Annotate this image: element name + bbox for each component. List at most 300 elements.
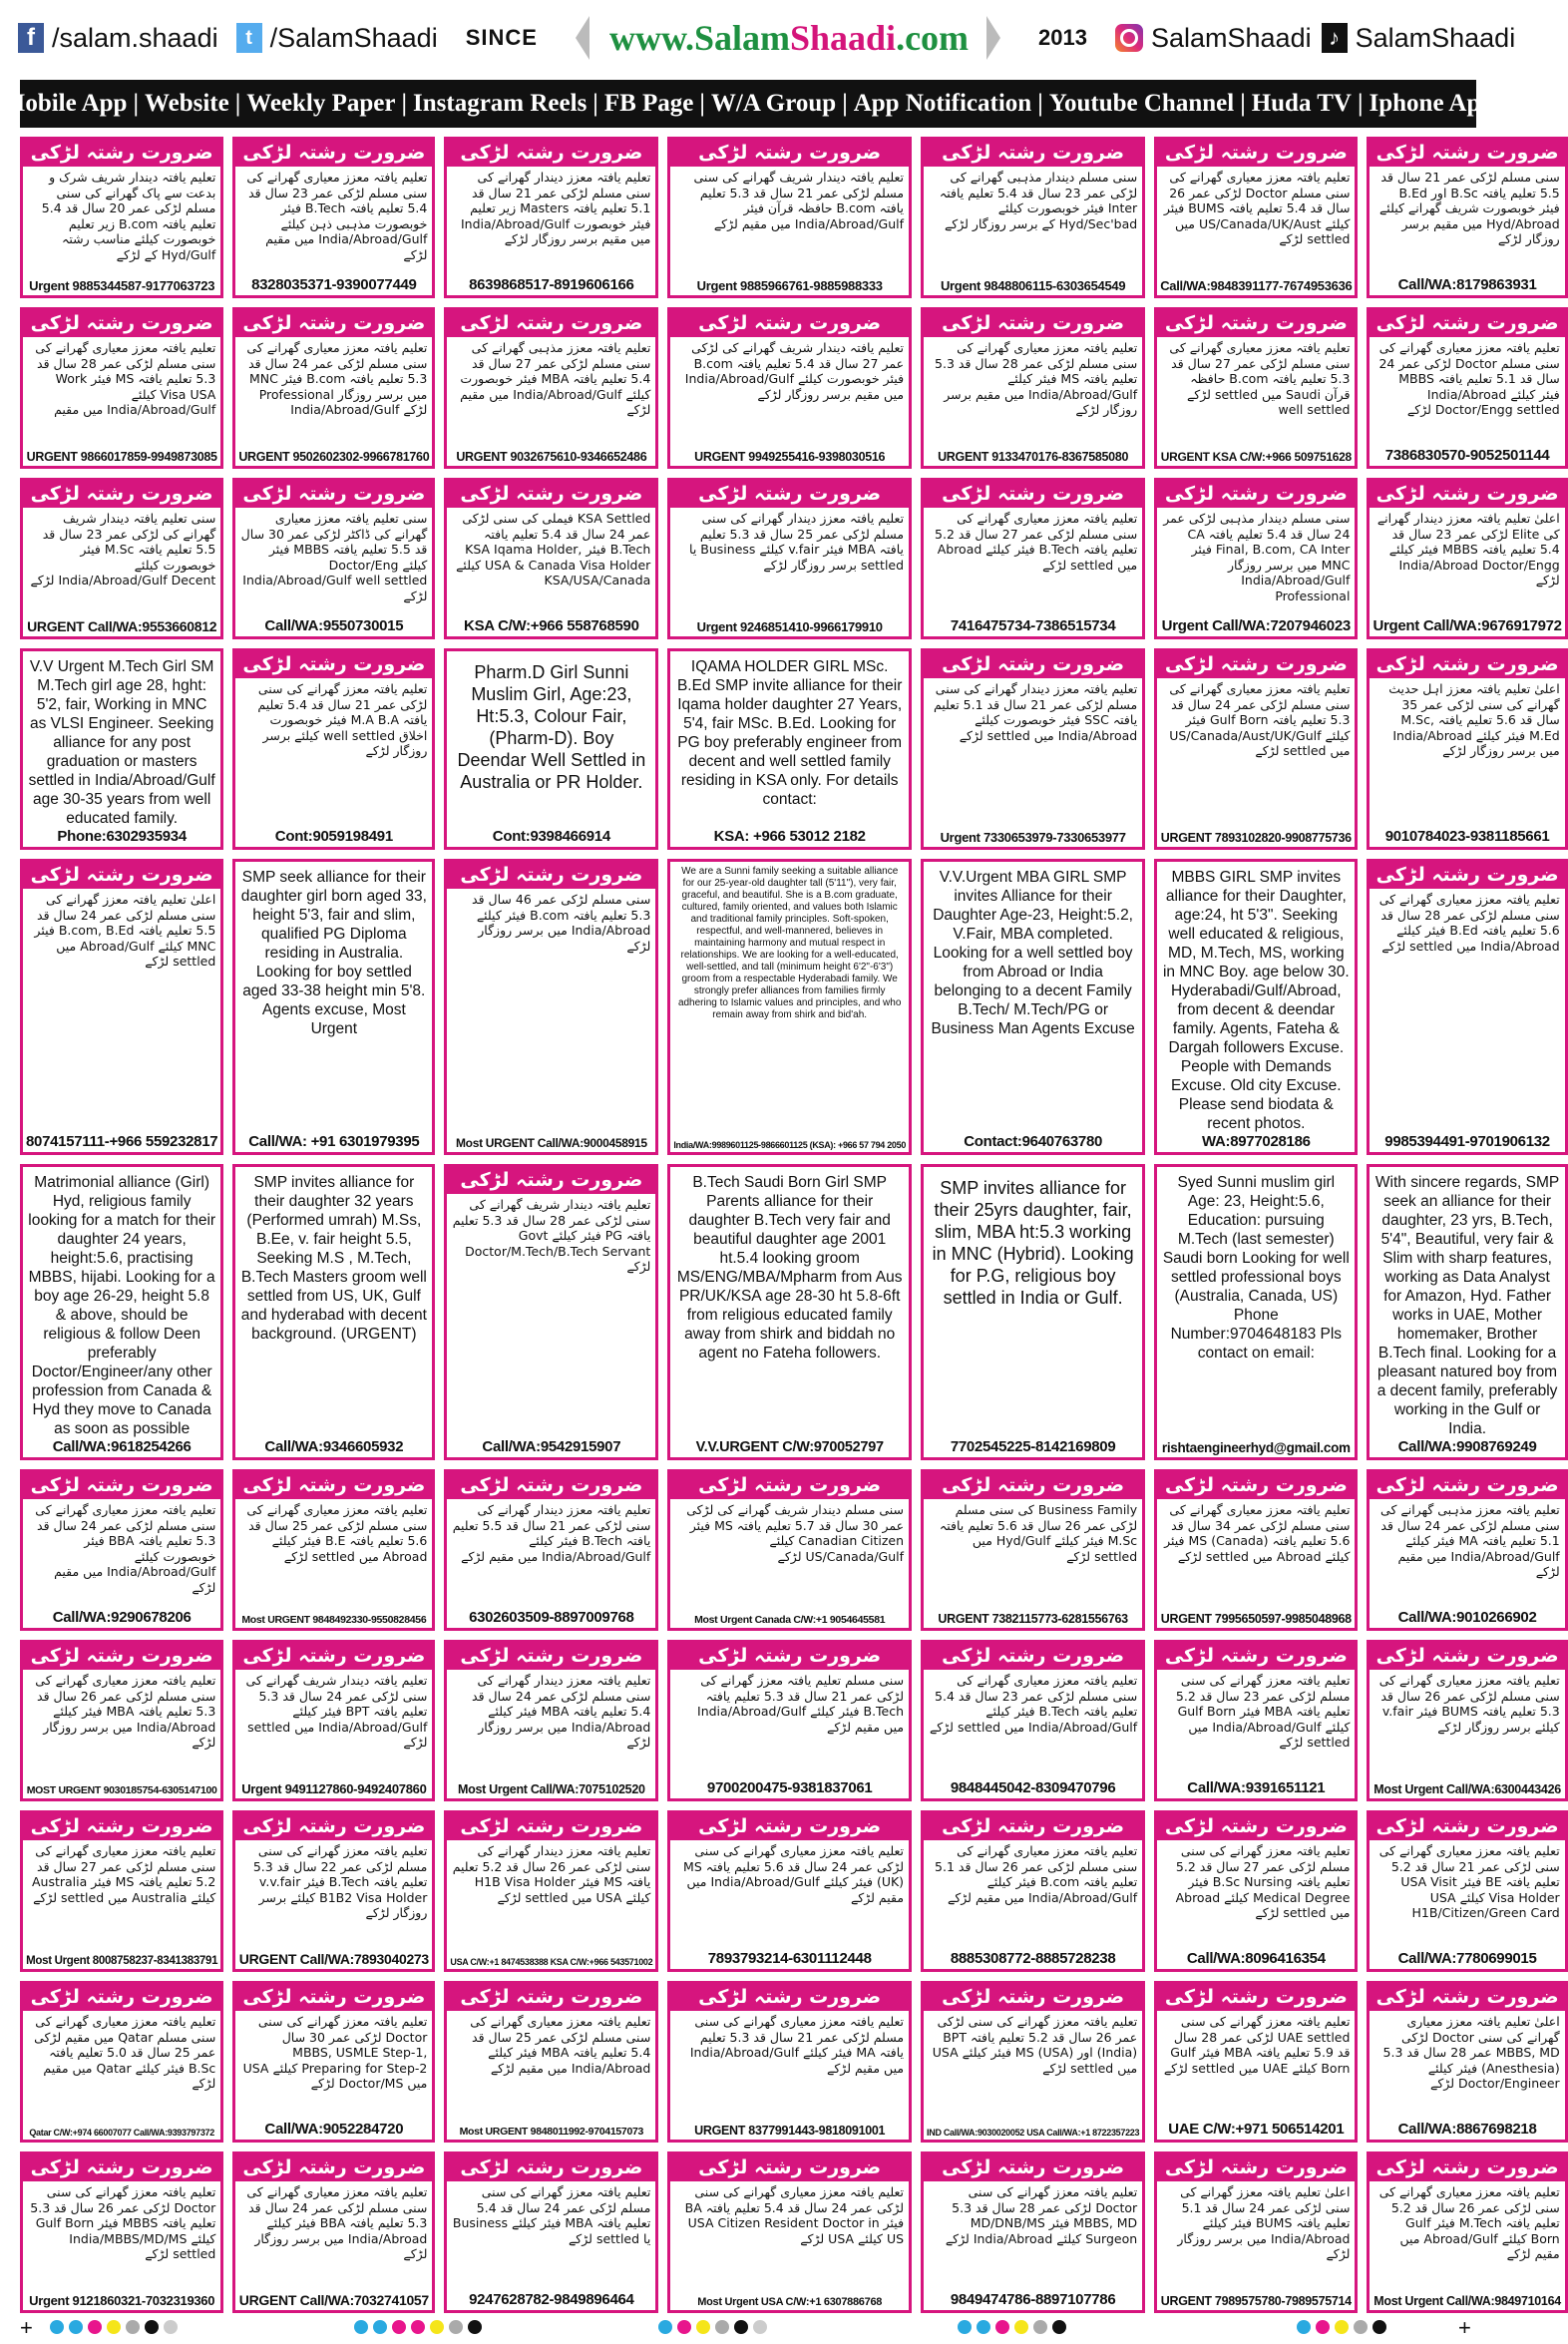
- nav-separator: |: [234, 90, 241, 117]
- classified-ad: [232, 478, 435, 639]
- classified-ad: [921, 859, 1145, 1155]
- print-registration-marks: [0, 2315, 1496, 2340]
- nav-item[interactable]: Website: [144, 90, 229, 117]
- ad-contact[interactable]: Most URGENT Call/WA:9000458915: [455, 1136, 647, 1150]
- ad-contact[interactable]: rishtaengineerhyd@gmail.com: [1161, 1440, 1351, 1455]
- ad-contact[interactable]: URGENT 8377991443-9818091001: [694, 2124, 886, 2138]
- ad-title: ضرورت رشتہ لڑکی: [235, 1472, 432, 1499]
- ad-title: ضرورت رشتہ لڑکی: [1157, 1984, 1355, 2011]
- ad-body: سنی مسلم دیندار شریف گھرانے کی لڑکی عمر 30 سال قد 5.7 تعلیم یافتہ MS فیئر Canadian Citizen کیلئے US/Canada/Gulf لڑکے: [686, 1502, 905, 1564]
- classified-ad: [1367, 478, 1567, 639]
- ad-title: ضرورت رشتہ لڑکی: [1370, 1984, 1564, 2011]
- classified-ad: [232, 307, 435, 469]
- classified-ad: [667, 307, 912, 469]
- website-url[interactable]: [576, 16, 1000, 60]
- ad-title: ضرورت رشتہ لڑکی: [924, 310, 1142, 337]
- classified-ad: [444, 137, 658, 298]
- tiktok-handle: SalamShaadi: [1355, 22, 1516, 53]
- ad-body: سنی مسلم لڑکی عمر 46 سال قد 5.3 تعلیم یافتہ B.com فیئر کیلئے India/Abroad میں برسر روزگار لڑکے: [472, 892, 651, 954]
- ad-body: سنی مسلم دیندار مذہبی گھرانے کی لڑکی عمر 23 سال قد 5.4 تعلیم یافتہ Inter فیئر خوبصورت کیلئے Hyd/Sec'bad کے برسر روزگار لڑکے: [939, 170, 1138, 231]
- classified-ad: [20, 307, 223, 469]
- ad-body: تعلیم یافتہ معزز معیاری گھرانے کی سنی مسلم Doctor لڑکی عمر 26 سال قد 5.4 تعلیم یافتہ BUMS فیئر کیلئے US/Canada/UK/Aust میں settled لڑکے: [1163, 170, 1351, 246]
- ad-body: Pharm.D Girl Sunni Muslim Girl, Age:23, Ht:5.3, Colour Fair, (Pharm-D). Boy Deendar Well Settled in Australia or PR Holder.: [457, 662, 646, 792]
- ad-contact[interactable]: Urgent 9246851410-9966179910: [696, 619, 883, 634]
- ad-contact[interactable]: WA:8977028186: [1201, 1133, 1311, 1150]
- ad-title: ضرورت رشتہ لڑکی: [23, 862, 220, 889]
- ad-contact[interactable]: Call/WA:9848391177-7674953636: [1160, 278, 1353, 293]
- classified-ad: [667, 1164, 912, 1460]
- ad-title: ضرورت رشتہ لڑکی: [23, 1813, 220, 1840]
- tiktok-link[interactable]: [1322, 23, 1516, 54]
- ad-contact[interactable]: Call/WA:8867698218: [1397, 2121, 1537, 2138]
- ad-body: تعلیم یافتہ معزز دیندار گھرانے کی سنی مسلم لڑکی عمر 21 سال قد 5.1 تعلیم یافتہ Masters زیر تعلیم فیئر خوبصورت India/Abroad/Gulf میں مقیم برسر روزگار لڑکے: [460, 170, 651, 246]
- ad-title: ضرورت رشتہ لڑکی: [670, 1984, 909, 2011]
- classified-ad: [20, 1640, 223, 1801]
- classified-ad: [1367, 1981, 1567, 2143]
- twitter-link[interactable]: [236, 23, 438, 54]
- ad-contact[interactable]: MOST URGENT 9030185754-6305147100: [26, 1784, 217, 1796]
- ad-body: SMP invites alliance for their daughter 32 years (Performed umrah) M.Ss, B.Ee, v. fair height 5.5, Seeking M.S , M.Tech, B.Tech Masters groom well settled from US, UK, Gulf and hyderabad with decent background. (URGENT): [240, 1174, 427, 1343]
- ad-body: IQAMA HOLDER GIRL MSc. B.Ed SMP invite alliance for their Iqama holder daughter 27 Years, 5'4, fair MSc. B.Ed. Looking for PG boy preferably engineer from decent and well settled family residing in KSA only. For details contact:: [676, 658, 903, 808]
- classified-ad: [921, 1640, 1145, 1801]
- classified-ad: [20, 137, 223, 298]
- ad-body: SMP seek alliance for their daughter girl born aged 33, height 5'3, fair and slim, qualified PG Diploma residing in Australia. Looking for boy settled aged 33-38 height min 5'8. Agents excuse, Most Urgent: [240, 869, 427, 1037]
- ad-contact[interactable]: Cont:9398466914: [492, 828, 610, 845]
- classified-ad: [232, 1640, 435, 1801]
- classified-ad: [20, 859, 223, 1155]
- ad-body: تعلیم یافتہ معزز معیاری گھرانے کی سنی مسلم لڑکی عمر 34 سال قد 5.6 تعلیم یافتہ MS (Canada) فیئر کیلئے Abroad میں settled لڑکے: [1164, 1502, 1351, 1564]
- classified-ad: [444, 1981, 658, 2143]
- classified-ad: [20, 2151, 223, 2313]
- ad-title: ضرورت رشتہ لڑکی: [23, 481, 220, 508]
- classified-ad: [1154, 1640, 1358, 1801]
- ad-contact[interactable]: 8639868517-8919606166: [469, 276, 634, 293]
- ad-title: ضرورت رشتہ لڑکی: [670, 1813, 909, 1840]
- ad-contact[interactable]: Urgent 9848806115-6303654549: [940, 278, 1126, 293]
- ad-title: ضرورت رشتہ لڑکی: [924, 1643, 1142, 1670]
- instagram-icon: [1115, 24, 1143, 52]
- classified-ad: [20, 1981, 223, 2143]
- since-year: 2013: [1038, 25, 1087, 50]
- ad-contact[interactable]: 6302603509-8897009768: [469, 1609, 634, 1626]
- ad-body: تعلیم یافتہ معزز دیندار گھرانے کی سنی مسلم لڑکی عمر 21 سال قد 5.1 تعلیم یافتہ SSC فیئر خوبصورت کیلئے India/Abroad میں settled لڑکے: [933, 681, 1138, 743]
- ad-contact[interactable]: URGENT Call/WA:9553660812: [27, 618, 217, 634]
- ad-title: ضرورت رشتہ لڑکی: [924, 1984, 1142, 2011]
- classified-ad: [444, 478, 658, 639]
- ad-title: ضرورت رشتہ لڑکی: [447, 862, 655, 889]
- ad-contact[interactable]: 9985394491-9701906132: [1384, 1133, 1550, 1150]
- ad-body: اعلیٰ تعلیم یافتہ معزز اہل حدیث گھرانے کی سنی لڑکی عمر 35 سال قد 5.6 تعلیم یافتہ M.Sc, M.Ed فیئر کیلئے India/Abroad میں برسر روزگار لڑکے: [1388, 681, 1560, 758]
- ad-contact[interactable]: KSA: +966 53012 2182: [713, 828, 866, 845]
- classified-ad: [232, 1981, 435, 2143]
- services-bar: [1, 80, 1495, 128]
- classified-ad: [1154, 1469, 1358, 1631]
- ad-body: Business Family کی سنی مسلم لڑکی عمر 26 سال قد 5.6 تعلیم یافتہ M.Sc فیئر کیلئے Hyd/Gulf میں settled لڑکے: [939, 1502, 1138, 1564]
- ad-body: تعلیم یافتہ معزز دیندار گھرانے کی سنی لڑکی عمر 21 سال قد 5.5 تعلیم یافتہ B.Tech فیئر کیلئے India/Abroad/Gulf میں مقیم لڑکے: [452, 1502, 651, 1564]
- classified-ad: [667, 1640, 912, 1801]
- ad-body: تعلیم یافتہ معزز معیاری گھرانے کی سنی مسلم لڑکی عمر 26 سال قد 5.3 تعلیم یافتہ BUMS فیئر v.fair کیلئے برسر روزگار لڑکے: [1378, 1673, 1560, 1735]
- ad-contact[interactable]: Contact:9640763780: [964, 1133, 1103, 1150]
- ad-body: تعلیم یافتہ معزز معیاری گھرانے کی سنی مسلم لڑکی عمر 28 سال قد 5.3 تعلیم یافتہ MS فیئر Work Visa USA کیلئے India/Abroad/Gulf میں مقیم: [35, 340, 216, 417]
- ad-contact[interactable]: KSA C/W:+966 558768590: [464, 617, 639, 634]
- ad-title: ضرورت رشتہ لڑکی: [924, 1813, 1142, 1840]
- classified-ad: [667, 859, 912, 1155]
- ad-contact[interactable]: Urgent 9491127860-9492407860: [241, 1781, 427, 1796]
- ad-body: تعلیم یافتہ دیندار شریف گھرانے کی لڑکی عمر 27 سال قد 5.4 تعلیم یافتہ B.com فیئر خوبصورت کیلئے India/Abroad/Gulf میں مقیم برسر روزگار لڑکے: [684, 340, 905, 402]
- ad-contact[interactable]: Most Urgent USA C/W:+1 6307886768: [697, 2296, 883, 2308]
- ad-contact[interactable]: Cont:9059198491: [274, 828, 393, 845]
- classified-ad: [667, 2151, 912, 2313]
- ad-contact[interactable]: Urgent 9121860321-7032319360: [29, 2293, 215, 2308]
- ad-contact[interactable]: Call/WA:9542915907: [482, 1438, 621, 1455]
- ad-body: MBBS GIRL SMP invites alliance for their Daughter, age:24, ht 5'3". Seeking well educated & religious, MD, M.Tech, MS, working in MNC Boy. age below 30. Hyderabadi/Gulf/Abroad, from decent & deendar family. Agents, Fateha & Dargah followers Excuse. People with Demands Excuse. Old city Excuse. Please send biodata & recent photos.: [1162, 869, 1350, 1132]
- ad-body: تعلیم یافتہ معزز معیاری گھرانے کی سنی لڑکی عمر 24 سال قد 5.6 تعلیم یافتہ MS (UK) فیئر کیلئے India/Abroad/Gulf میں مقیم لڑکے: [683, 1843, 905, 1905]
- ad-title: ضرورت رشتہ لڑکی: [1370, 2154, 1564, 2181]
- ad-body: تعلیم یافتہ معزز معیاری گھرانے کی سنی مسلم لڑکی عمر 21 سال قد 5.3 تعلیم یافتہ MA فیئر کیلئے India/Abroad/Gulf میں مقیم لڑکے: [689, 2014, 905, 2076]
- ad-contact[interactable]: Call/WA:9908769249: [1397, 1438, 1537, 1455]
- arrow-right-icon: [986, 16, 1000, 60]
- facebook-icon: f: [18, 23, 44, 53]
- color-dots: [958, 2320, 1066, 2334]
- arrow-left-icon: [576, 16, 589, 60]
- classified-ad: [1154, 478, 1358, 639]
- color-dots: [658, 2320, 767, 2334]
- classified-ad: [444, 1810, 658, 1972]
- ad-title: ضرورت رشتہ لڑکی: [924, 1472, 1142, 1499]
- classified-ad: [1154, 1164, 1358, 1460]
- ad-contact[interactable]: Most Urgent 8008758237-8341383791: [26, 1955, 218, 1967]
- ad-body: تعلیم یافتہ معزز معیاری گھرانے کی سنی مسلم لڑکی عمر 28 سال قد 5.6 تعلیم یافتہ B.Ed فیئر کیلئے India/Abroad میں settled لڑکے: [1378, 892, 1560, 954]
- ad-title: ضرورت رشتہ لڑکی: [1157, 1472, 1355, 1499]
- ad-title: ضرورت رشتہ لڑکی: [670, 1472, 909, 1499]
- nav-item[interactable]: Huda TV: [1251, 90, 1352, 117]
- color-dots: [354, 2320, 482, 2334]
- plus-icon: +: [20, 2315, 33, 2340]
- ad-contact[interactable]: Call/WA:9346605932: [264, 1438, 404, 1455]
- nav-item[interactable]: Instagram Reels: [413, 90, 588, 117]
- ad-body: سنی مسلم دیندار مذہبی لڑکی عمر 24 سال قد 5.4 تعلیم یافتہ CA Final, B.com, CA Inter فیئر MNC میں برسر روزگار India/Abroad/Gulf Professional: [1163, 511, 1351, 603]
- classified-ad: [444, 1640, 658, 1801]
- ad-body: اعلیٰ تعلیم یافتہ معزز گھرانے کی سنی لڑکی عمر 24 سال قد 5.1 تعلیم یافتہ BUMS فیئر کیلئے India/Abroad میں برسر روزگار لڑکے: [1177, 2184, 1351, 2261]
- ad-title: ضرورت رشتہ لڑکی: [235, 140, 432, 167]
- ad-contact[interactable]: 8328035371-9390077449: [251, 276, 417, 293]
- ad-title: ضرورت رشتہ لڑکی: [1370, 862, 1564, 889]
- ad-contact[interactable]: Most URGENT 9848492330-9550828456: [241, 1614, 427, 1626]
- ad-title: ضرورت رشتہ لڑکی: [1370, 140, 1564, 167]
- ad-title: ضرورت رشتہ لڑکی: [447, 1643, 655, 1670]
- website-text: www.SalamShaadi.com: [608, 18, 970, 58]
- classified-ad: [667, 478, 912, 639]
- ad-title: ضرورت رشتہ لڑکی: [447, 2154, 655, 2181]
- ad-contact[interactable]: Most Urgent Call/WA:6300443426: [1373, 1782, 1561, 1796]
- ad-title: ضرورت رشتہ لڑکی: [1370, 651, 1564, 678]
- classified-ad: [232, 648, 435, 850]
- nav-item[interactable]: Mobile App: [1, 90, 128, 117]
- ad-title: ضرورت رشتہ لڑکی: [1157, 481, 1355, 508]
- ad-contact[interactable]: URGENT 9949255416-9398030516: [694, 450, 886, 464]
- ad-contact[interactable]: Qatar C/W:+974 66007077 Call/WA:9393797372: [29, 2128, 214, 2138]
- ad-body: تعلیم یافتہ معزز گھرانے کی سنی مسلم لڑکی عمر 24 سال قد 5.4 تعلیم یافتہ MBA فیئر کیلئے Business یا settled لڑکے: [452, 2184, 651, 2246]
- classified-ad: [444, 648, 658, 850]
- classified-ad: [444, 307, 658, 469]
- classified-ad: [921, 1164, 1145, 1460]
- ad-body: تعلیم یافتہ معزز معیاری گھرانے کی سنی مسلم لڑکی عمر 27 سال قد 5.2 تعلیم یافتہ B.Tech فیئر کیلئے Abroad میں settled لڑکے: [935, 511, 1138, 573]
- nav-separator: |: [1240, 90, 1246, 117]
- nav-item[interactable]: Youtube Channel: [1048, 90, 1235, 117]
- ad-body: تعلیم یافتہ دیندار شریف شرک و بدعت سے پاک گھرانے کی سنی مسلم لڑکی عمر 20 سال قد 5.4 تعلیم یافتہ B.com زیر تعلیم خوبصورت کیلئے مناسب رشتہ Hyd/Gulf کے لڑکے: [41, 170, 216, 262]
- ad-contact[interactable]: Urgent 9885344587-9177063723: [29, 278, 215, 293]
- color-dots: [50, 2320, 178, 2334]
- classified-ad: [1367, 307, 1567, 469]
- ad-title: ضرورت رشتہ لڑکی: [23, 1472, 220, 1499]
- ad-title: ضرورت رشتہ لڑکی: [23, 1643, 220, 1670]
- ad-contact[interactable]: 7893793214-6301112448: [707, 1950, 872, 1967]
- ad-body: تعلیم یافتہ معزز گھرانے کی سنی Doctor لڑکی عمر 26 سال قد 5.3 تعلیم یافتہ MBBS فیئر Gulf Born کیلئے India/MBBS/MD/MS settled لڑکے: [30, 2184, 216, 2261]
- nav-separator: |: [592, 90, 598, 117]
- ad-contact[interactable]: IND Call/WA:9030020052 USA Call/WA:+1 8722357223: [927, 2128, 1140, 2138]
- ad-body: اعلیٰ تعلیم یافتہ معزز گھرانے کی سنی مسلم لڑکی عمر 24 سال قد 5.5 تعلیم یافتہ B.com, B.Ed فیئر MNC کیلئے Abroad/Gulf میں settled لڑکے: [34, 892, 216, 969]
- ad-contact[interactable]: URGENT Call/WA:7893040273: [238, 1951, 429, 1967]
- ad-contact[interactable]: URGENT 7893102820-9908775736: [1160, 831, 1352, 845]
- ad-contact[interactable]: URGENT 9502602302-9966781760: [238, 450, 430, 464]
- nav-item[interactable]: Iphone App: [1369, 90, 1495, 117]
- ad-title: ضرورت رشتہ لڑکی: [235, 1813, 432, 1840]
- ad-contact[interactable]: Urgent 7330653979-7330653977: [940, 830, 1126, 845]
- ad-contact[interactable]: URGENT KSA C/W:+966 509751628: [1160, 450, 1352, 464]
- ad-contact[interactable]: 7386830570-9052501144: [1384, 447, 1550, 464]
- ad-body: تعلیم یافتہ معزز معیاری گھرانے کی سنی مسلم لڑکی عمر 23 سال قد 5.4 تعلیم یافتہ B.Tech فیئر کیلئے India/Abroad/Gulf میں settled لڑکے: [929, 1673, 1138, 1735]
- ad-body: تعلیم یافتہ معزز معیاری گھرانے کی سنی مسلم لڑکی عمر 27 سال قد 5.3 تعلیم یافتہ B.com حافظہ قرآن Saudi میں settled لڑکے well settled: [1169, 340, 1351, 417]
- ad-contact[interactable]: URGENT Call/WA:7032741057: [238, 2292, 429, 2308]
- ad-body: تعلیم یافتہ معزز گھرانے کی سنی لڑکی عمر 21 سال قد 5.4 تعلیم یافتہ M.A B.A فیئر خوبصورت اخلاق well settled کیلئے برسر روزگار لڑکے: [257, 681, 428, 758]
- classified-ad: [1154, 859, 1358, 1155]
- ad-title: ضرورت رشتہ لڑکی: [23, 2154, 220, 2181]
- classified-ads-grid: [20, 137, 1562, 2313]
- ad-contact[interactable]: Call/WA: +91 6301979395: [248, 1133, 420, 1150]
- ad-body: تعلیم یافتہ معزز دیندار گھرانے کی سنی لڑکی عمر 26 سال قد 5.2 تعلیم یافتہ MS فیئر H1B Visa Holder کیلئے USA میں settled لڑکے: [452, 1843, 651, 1905]
- ad-contact[interactable]: Call/WA:9391651121: [1187, 1779, 1326, 1796]
- ad-contact[interactable]: URGENT 7989575780-7989575714: [1160, 2294, 1352, 2308]
- classified-ad: [232, 2151, 435, 2313]
- classified-ad: [667, 1810, 912, 1972]
- classified-ad: [1154, 307, 1358, 469]
- classified-ad: [667, 1981, 912, 2143]
- ad-body: We are a Sunni family seeking a suitable alliance for our 25-year-old daughter tall (5'11"), very fair, graceful, and beautiful. She is a B.com graduate, cultured, family oriented, and values both Islamic and traditional family principles. Soft-spoken, respectful, and well-mannered, believes in maintaining harmony and mutual respect in relationships. We are looking for a well-educated, well-settled, and tall (minimum height 6'2"-6'3") groom from a respectable Hyderabadi family. We strongly prefer alliances from families firmly adhering to Islamic values and principles, and who remain away from shirk and bid'ah.: [677, 866, 902, 1020]
- classified-ad: [921, 1981, 1145, 2143]
- ad-contact[interactable]: USA C/W:+1 8474538388 KSA C/W:+966 543571002: [450, 1957, 653, 1967]
- ad-contact[interactable]: Call/WA:9052284720: [264, 2121, 404, 2138]
- ad-body: تعلیم یافتہ معزز معیاری گھرانے کی سنی مسلم لڑکی عمر 25 سال قد 5.4 تعلیم یافتہ MBA فیئر کیلئے India/Abroad میں مقیم لڑکے: [470, 2014, 651, 2076]
- nav-separator: |: [1037, 90, 1043, 117]
- classified-ad: [20, 648, 223, 850]
- classified-ad: [921, 137, 1145, 298]
- ad-contact[interactable]: Urgent 9885966761-9885988333: [696, 278, 883, 293]
- ad-contact[interactable]: 7416475734-7386515734: [950, 617, 1116, 634]
- ad-contact[interactable]: Call/WA:9618254266: [52, 1438, 192, 1455]
- nav-item[interactable]: W/A Group: [710, 90, 837, 117]
- ad-contact[interactable]: URGENT 7382115773-6281556763: [938, 1612, 1128, 1626]
- ad-title: ضرورت رشتہ لڑکی: [670, 140, 909, 167]
- twitter-handle: /SalamShaadi: [269, 22, 438, 53]
- ad-contact[interactable]: 9247628782-9849896464: [469, 2291, 634, 2308]
- ad-title: ضرورت رشتہ لڑکی: [670, 2154, 909, 2181]
- ad-title: ضرورت رشتہ لڑکی: [447, 1984, 655, 2011]
- ad-body: اعلیٰ تعلیم یافتہ معزز معیاری گھرانے کی سنی Doctor لڑکی MBBS, MD عمر 28 سال قد 5.3 (Anesthesia) فیئر کیلئے Doctor/Engineer لڑکے: [1382, 2014, 1560, 2091]
- ad-body: تعلیم یافتہ معزز گھرانے کی سنی مسلم لڑکی عمر 27 سال قد 5.2 تعلیم یافتہ B.Sc Nursing فیئر Medical Degree کیلئے Abroad میں settled لڑکے: [1175, 1843, 1351, 1920]
- ad-title: ضرورت رشتہ لڑکی: [235, 481, 432, 508]
- ad-title: ضرورت رشتہ لڑکی: [924, 140, 1142, 167]
- facebook-link[interactable]: [18, 23, 218, 54]
- ad-title: ضرورت رشتہ لڑکی: [447, 1813, 655, 1840]
- ad-body: V.V Urgent M.Tech Girl SM M.Tech girl age 28, hght: 5'2, fair, Working in MNC as VLSI Engineer. Seeking alliance for any post graduation or masters settled in India/Abroad/Gulf age 30-35 years from well educated family.: [28, 658, 215, 827]
- ad-title: ضرورت رشتہ لڑکی: [1370, 1643, 1564, 1670]
- ad-contact[interactable]: URGENT 9866017859-9949873085: [26, 450, 217, 464]
- ad-title: ضرورت رشتہ لڑکی: [1157, 2154, 1355, 2181]
- ad-body: Matrimonial alliance (Girl) Hyd, religious family looking for a match for their daughter 24 years, height:5.6, practising MBBS, hijabi. Looking for a boy age 26-29, height 5.8 & above, should be religious & follow Deen preferably Doctor/Engineer/any other profession from Canada & Hyd they move to Canada as soon as possible: [28, 1174, 216, 1437]
- ad-title: ضرورت رشتہ لڑکی: [1157, 651, 1355, 678]
- ad-title: ضرورت رشتہ لڑکی: [23, 1984, 220, 2011]
- classified-ad: [232, 137, 435, 298]
- ad-contact[interactable]: Most Urgent Canada C/W:+1 9054645581: [694, 1614, 886, 1626]
- classified-ad: [921, 2151, 1145, 2313]
- ad-contact[interactable]: Most Urgent Call/WA:7075102520: [458, 1782, 645, 1796]
- ad-contact[interactable]: Call/WA:8096416354: [1186, 1950, 1326, 1967]
- ad-title: ضرورت رشتہ لڑکی: [1370, 481, 1564, 508]
- classified-ad: [921, 1810, 1145, 1972]
- ad-title: ضرورت رشتہ لڑکی: [235, 1643, 432, 1670]
- ad-body: تعلیم یافتہ معزز معیاری گھرانے کی سنی لڑکی عمر 21 سال قد 5.2 تعلیم یافتہ BE فیئر USA Visit Visa Holder کیلئے USA H1B/Citizen/Green Card: [1378, 1843, 1560, 1920]
- ad-title: ضرورت رشتہ لڑکی: [1157, 140, 1355, 167]
- ad-body: تعلیم یافتہ معزز گھرانے کی سنی Doctor لڑکی عمر 30 سال MBBS, USMLE Step-1, Preparing for Step-2 کیلئے USA میں Doctor/MS لڑکے: [242, 2014, 428, 2091]
- ad-title: ضرورت رشتہ لڑکی: [1157, 1813, 1355, 1840]
- ad-contact[interactable]: URGENT 9032675610-9346652486: [456, 450, 647, 464]
- ad-body: تعلیم یافتہ معزز مذہبی گھرانے کی سنی مسلم لڑکی عمر 24 سال قد 5.1 تعلیم یافتہ MA فیئر کیلئے India/Abroad/Gulf میں مقیم لڑکے: [1380, 1502, 1560, 1579]
- ad-title: ضرورت رشتہ لڑکی: [670, 1643, 909, 1670]
- ad-contact[interactable]: Most URGENT 9848011992-9704157073: [459, 2126, 644, 2138]
- classified-ad: [232, 1810, 435, 1972]
- ad-contact[interactable]: 9849474786-8897107786: [950, 2291, 1116, 2308]
- classified-ad: [20, 478, 223, 639]
- ad-body: تعلیم یافتہ معزز گھرانے کی سنی لڑکی عمر 26 سال قد 5.2 تعلیم یافتہ BPT (India) اور MS (USA) فیئر کیلئے USA میں settled لڑکے: [932, 2014, 1138, 2076]
- ad-body: تعلیم یافتہ دیندار شریف گھرانے کی سنی لڑکی عمر 28 سال قد 5.3 تعلیم یافتہ PG فیئر کیلئے Govt Doctor/M.Tech/B.Tech Servant لڑکے: [452, 1197, 651, 1274]
- ad-body: اعلیٰ تعلیم یافتہ معزز دیندار گھرانے کی Elite لڑکی عمر 23 سال قد 5.4 تعلیم یافتہ MBBS فیئر کیلئے India/Abroad Doctor/Engg لڑکے: [1376, 511, 1560, 587]
- ad-body: تعلیم یافتہ معزز گھرانے کی سنی Doctor لڑکی عمر 28 سال قد 5.3 MBBS, MD فیئر MD/DNB/MS Surgeon کیلئے India/Abroad لڑکے: [945, 2184, 1138, 2246]
- classified-ad: [1367, 1164, 1567, 1460]
- ad-body: تعلیم یافتہ معزز معیاری گھرانے کی سنی مسلم Qatar میں مقیم لڑکی عمر 25 سال قد 5.0 تعلیم یافتہ B.Sc فیئر کیلئے Qatar میں مقیم لڑکے: [34, 2014, 216, 2091]
- ad-contact[interactable]: V.V.URGENT C/W:970052797: [695, 1439, 884, 1455]
- ad-contact[interactable]: Call/WA:9010266902: [1397, 1609, 1537, 1626]
- ad-body: تعلیم یافتہ معزز معیاری گھرانے کی سنی مسلم لڑکی عمر 28 سال قد 5.3 تعلیم یافتہ MS فیئر کیلئے India/Abroad/Gulf میں مقیم برسر روزگار لڑکے: [935, 340, 1138, 417]
- ad-title: ضرورت رشتہ لڑکی: [1157, 310, 1355, 337]
- ad-body: تعلیم یافتہ معزز دیندار گھرانے کی سنی مسلم لڑکی عمر 24 سال قد 5.4 تعلیم یافتہ MBA فیئر کیلئے India/Abroad میں برسر روزگار لڑکے: [472, 1673, 651, 1750]
- ad-title: ضرورت رشتہ لڑکی: [1370, 310, 1564, 337]
- classified-ad: [1367, 2151, 1567, 2313]
- ad-body: تعلیم یافتہ معزز گھرانے کی سنی UAE settled لڑکی عمر 28 سال قد 5.9 تعلیم یافتہ MBA فیئر Gulf Born کیلئے UAE میں settled لڑکے: [1163, 2014, 1351, 2076]
- ad-title: ضرورت رشتہ لڑکی: [23, 140, 220, 167]
- classified-ad: [921, 478, 1145, 639]
- twitter-icon: t: [236, 23, 262, 53]
- ad-title: ضرورت رشتہ لڑکی: [23, 310, 220, 337]
- ad-contact[interactable]: 8885308772-8885728238: [950, 1950, 1116, 1967]
- classified-ad: [232, 859, 435, 1155]
- classified-ad: [1154, 648, 1358, 850]
- ad-contact[interactable]: 9700200475-9381837061: [706, 1779, 873, 1796]
- color-dots: [1297, 2320, 1386, 2334]
- nav-separator: |: [842, 90, 848, 117]
- ad-body: تعلیم یافتہ معزز گھرانے کی سنی مسلم لڑکی عمر 23 سال قد 5.2 تعلیم یافتہ MBA فیئر Gulf Born کیلئے India/Abroad/Gulf میں settled لڑکے: [1175, 1673, 1351, 1750]
- classified-ad: [20, 1469, 223, 1631]
- ad-contact[interactable]: Phone:6302935934: [57, 828, 187, 845]
- classified-ad: [1154, 1981, 1358, 2143]
- facebook-handle: /salam.shaadi: [52, 22, 218, 53]
- nav-item[interactable]: App Notification: [853, 90, 1032, 117]
- ad-body: Syed Sunni muslim girl Age: 23, Height:5.6, Education: pursuing M.Tech (last semester) Saudi born Looking for well settled professional boys (Australia, Canada, US) Phone Number:9704648183 Pls contact on email:: [1162, 1174, 1350, 1362]
- ad-contact[interactable]: URGENT 7995650597-9985048968: [1160, 1612, 1352, 1626]
- ad-contact[interactable]: UAE C/W:+971 506514201: [1168, 2121, 1345, 2138]
- ad-contact[interactable]: URGENT 9133470176-8367585080: [938, 450, 1129, 464]
- ad-contact[interactable]: Call/WA:9290678206: [52, 1609, 192, 1626]
- ad-body: سنی تعلیم یافتہ دیندار شریف گھرانے کی لڑکی عمر 23 سال قد 5.5 تعلیم یافتہ M.Sc فیئر خوبصورت کیلئے India/Abroad/Gulf Decent لڑکے: [30, 511, 216, 587]
- page-header: [0, 0, 1516, 76]
- ad-title: ضرورت رشتہ لڑکی: [447, 1472, 655, 1499]
- ad-title: ضرورت رشتہ لڑکی: [235, 1984, 432, 2011]
- tiktok-icon: ♪: [1322, 23, 1348, 53]
- ad-title: ضرورت رشتہ لڑکی: [924, 2154, 1142, 2181]
- ad-title: ضرورت رشتہ لڑکی: [1157, 1643, 1355, 1670]
- classified-ad: [667, 1469, 912, 1631]
- ad-title: ضرورت رشتہ لڑکی: [924, 481, 1142, 508]
- ad-contact[interactable]: Call/WA:8179863931: [1397, 276, 1537, 293]
- nav-separator: |: [133, 90, 139, 117]
- nav-item[interactable]: FB Page: [603, 90, 694, 117]
- instagram-link[interactable]: [1115, 23, 1312, 54]
- ad-contact[interactable]: Urgent Call/WA:9676917972: [1372, 617, 1562, 634]
- ad-contact[interactable]: Call/WA:9550730015: [264, 617, 404, 634]
- classified-ad: [20, 1164, 223, 1460]
- ad-body: With sincere regards, SMP seek an alliance for their daughter, 23 yrs, B.Tech, 5'4", Beautiful, very fair & Slim with sharp features, working as Data Analyst for Amazon, Hyd. Father works in UAE, Mother homemaker, Brother B.Tech final. Looking for a pleasant natured boy from a decent family, preferably working in the Gulf or India.: [1374, 1174, 1560, 1437]
- ad-body: سنی مسلم لڑکی عمر 21 سال قد 5.5 تعلیم یافتہ B.Sc اور B.Ed فیئر خوبصورت شریف گھرانے کیلئے Hyd/Abroad میں مقیم برسر روزگار لڑکے: [1378, 170, 1560, 246]
- ad-contact[interactable]: India/WA:9989601125-9866601125 (KSA): +966 57 794 2050: [673, 1140, 907, 1150]
- ad-contact[interactable]: 8074157111-+966 559232817: [26, 1133, 218, 1150]
- ad-contact[interactable]: Urgent Call/WA:7207946023: [1161, 617, 1351, 634]
- ad-contact[interactable]: Most Urgent Call/WA:9849710164: [1373, 2294, 1561, 2308]
- ad-contact[interactable]: 9010784023-9381185661: [1384, 828, 1550, 845]
- ad-body: تعلیم یافتہ معزز معیاری گھرانے کی سنی مسلم Doctor لڑکی عمر 24 سال قد 5.1 تعلیم یافتہ MBBS فیئر کیلئے India/Abroad Doctor/Engg settled لڑکے: [1378, 340, 1560, 417]
- ad-contact[interactable]: Call/WA:7780699015: [1397, 1950, 1537, 1967]
- ad-body: تعلیم یافتہ معزز معیاری گھرانے کی سنی لڑکی عمر 26 سال قد 5.2 تعلیم یافتہ M.Tech فیئر Gulf Born کیلئے Abroad/Gulf میں مقیم لڑکے: [1378, 2184, 1560, 2261]
- classified-ad: [1367, 1469, 1567, 1631]
- ad-contact[interactable]: 7702545225-8142169809: [950, 1438, 1116, 1455]
- ad-body: تعلیم یافتہ معزز معیاری گھرانے کی سنی مسلم لڑکی عمر 24 سال قد 5.3 تعلیم یافتہ Gulf Born فیئر کیلئے US/Canada/Aust/UK/Gulf میں settled لڑکے: [1169, 681, 1351, 758]
- ad-body: تعلیم یافتہ معزز معیاری گھرانے کی سنی لڑکی عمر 24 سال قد 5.4 تعلیم یافتہ BA فیئر USA Citizen Resident Doctor in US کیلئے USA لڑکے: [684, 2184, 905, 2246]
- ad-title: ضرورت رشتہ لڑکی: [235, 651, 432, 678]
- ad-title: ضرورت رشتہ لڑکی: [447, 310, 655, 337]
- nav-item[interactable]: Weekly Paper: [246, 90, 396, 117]
- classified-ad: [232, 1164, 435, 1460]
- ad-title: ضرورت رشتہ لڑکی: [1370, 1813, 1564, 1840]
- ad-body: تعلیم یافتہ معزز گھرانے کی سنی مسلم لڑکی عمر 22 سال قد 5.3 تعلیم یافتہ B.Tech فیئر v.v.fair B1B2 Visa Holder کیلئے برسر روزگار لڑکے: [252, 1843, 428, 1920]
- nav-separator: |: [699, 90, 705, 117]
- instagram-handle: SalamShaadi: [1150, 22, 1312, 53]
- ad-body: تعلیم یافتہ معزز معیاری گھرانے کی سنی مسلم لڑکی عمر 24 سال قد 5.3 تعلیم یافتہ BBA فیئر کیلئے India/Abroad میں برسر روزگار لڑکے: [246, 2184, 428, 2261]
- classified-ad: [1154, 137, 1358, 298]
- classified-ad: [1367, 1640, 1567, 1801]
- ad-body: تعلیم یافتہ معزز دیندار گھرانے کی سنی مسلم لڑکی عمر 25 سال قد 5.3 تعلیم یافتہ MBA فیئر v.fair کیلئے Business یا settled برسر روزگار لڑکے: [689, 511, 905, 573]
- classified-ad: [1367, 648, 1567, 850]
- ad-contact[interactable]: 9848445042-8309470796: [950, 1779, 1116, 1796]
- ad-title: ضرورت رشتہ لڑکی: [670, 310, 909, 337]
- classified-ad: [921, 307, 1145, 469]
